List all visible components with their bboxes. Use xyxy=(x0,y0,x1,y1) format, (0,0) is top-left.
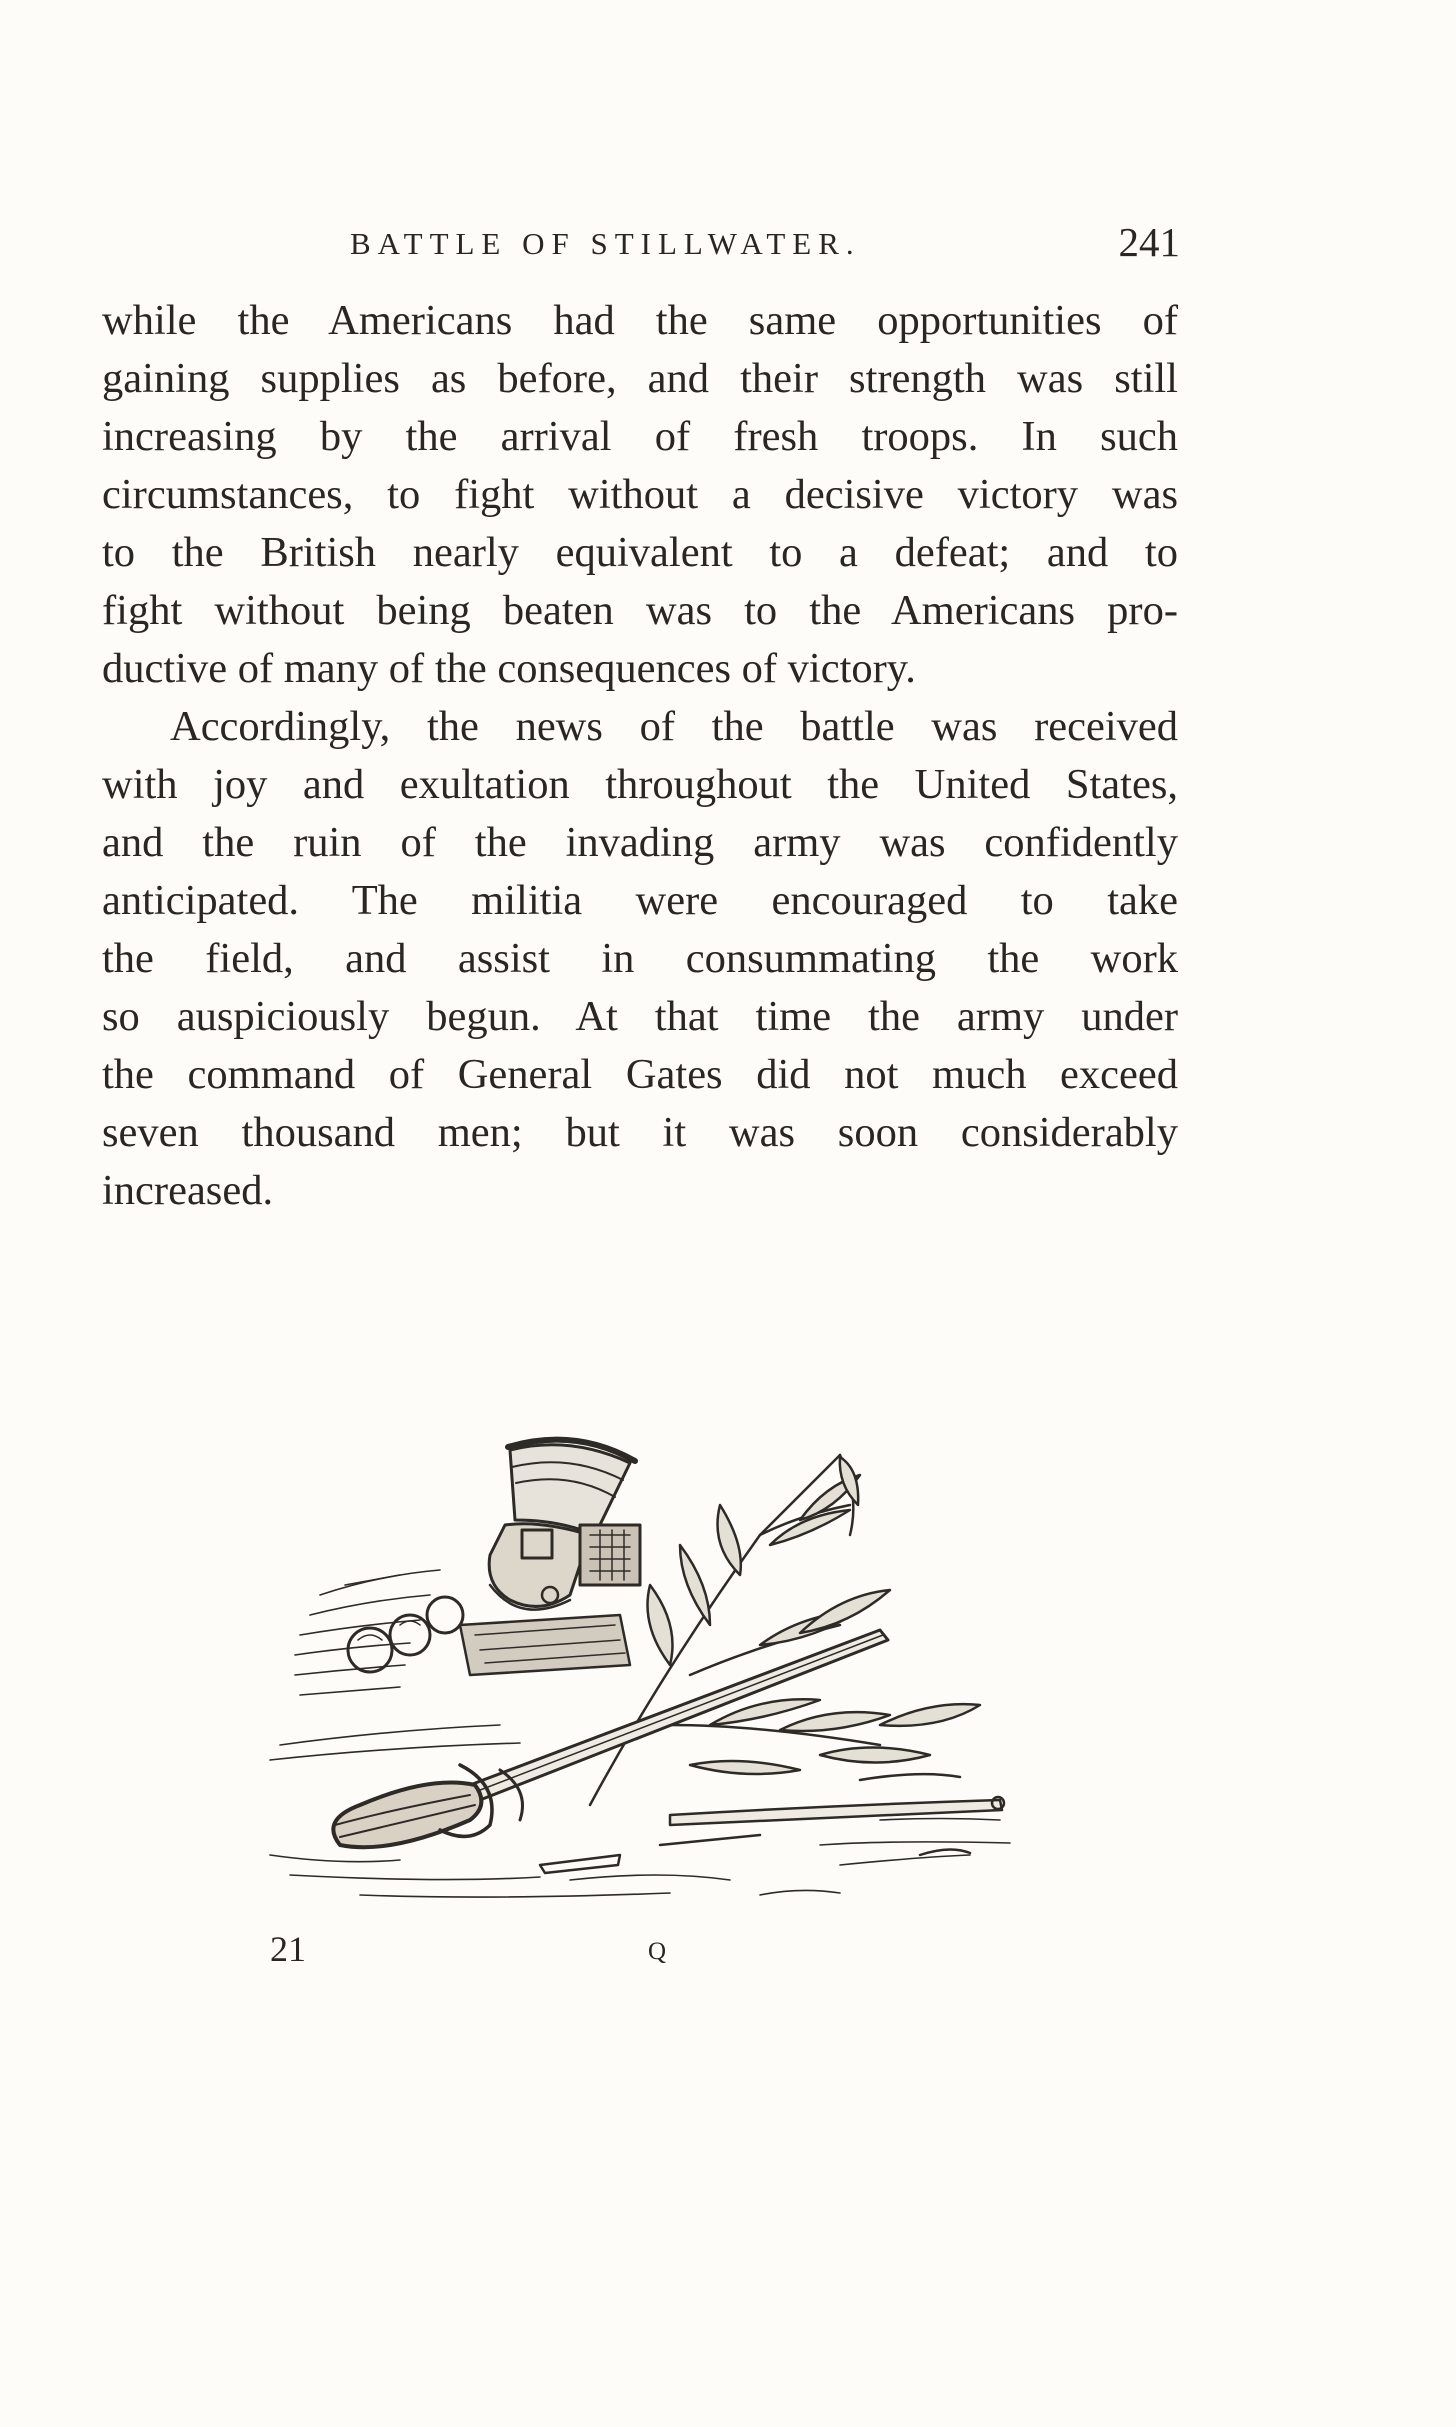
paragraph xyxy=(102,292,1178,698)
text-line: increased. xyxy=(102,1167,274,1214)
cannonballs xyxy=(348,1597,463,1672)
text-line: so auspiciously begun. At that time the army under xyxy=(102,993,1178,1040)
text-line: circumstances, to fight without a decisive victory was xyxy=(102,471,1178,518)
running-title: BATTLE OF STILLWATER. xyxy=(350,226,861,261)
text-line: ductive of many of the consequences of victory. xyxy=(102,645,916,692)
text-line: the command of General Gates did not much exceed xyxy=(102,1051,1178,1098)
text-line: with joy and exultation throughout the United States, xyxy=(102,761,1178,808)
cannon xyxy=(460,1440,640,1675)
body-text xyxy=(102,292,1178,1220)
gathering-mark: Q xyxy=(648,1938,667,1965)
signature-mark: 21 xyxy=(270,1929,306,1969)
text-line: gaining supplies as before, and their strength was still xyxy=(102,355,1178,402)
vignette-drawing xyxy=(240,1425,1070,1925)
paragraph xyxy=(102,698,1178,1220)
text-line: seven thousand men; but it was soon considerably xyxy=(102,1109,1178,1156)
text-line: increasing by the arrival of fresh troops. In such xyxy=(102,413,1178,460)
text-line: to the British nearly equivalent to a defeat; and to xyxy=(102,529,1178,576)
laurel-branch xyxy=(590,1455,980,1805)
running-head xyxy=(100,218,1180,268)
text-line: the field, and assist in consummating the work xyxy=(102,935,1178,982)
debris xyxy=(540,1774,1004,1873)
text-line: Accordingly, the news of the battle was received xyxy=(170,703,1178,750)
text-line: and the ruin of the invading army was confidently xyxy=(102,819,1178,866)
text-line: anticipated. The militia were encouraged to take xyxy=(102,877,1178,924)
cannon-sword-laurel-vignette-icon xyxy=(240,1425,1070,1925)
text-line: while the Americans had the same opportunities of xyxy=(102,297,1178,344)
text-line: fight without being beaten was to the Americans pro- xyxy=(102,587,1178,634)
page-number: 241 xyxy=(1118,219,1180,265)
